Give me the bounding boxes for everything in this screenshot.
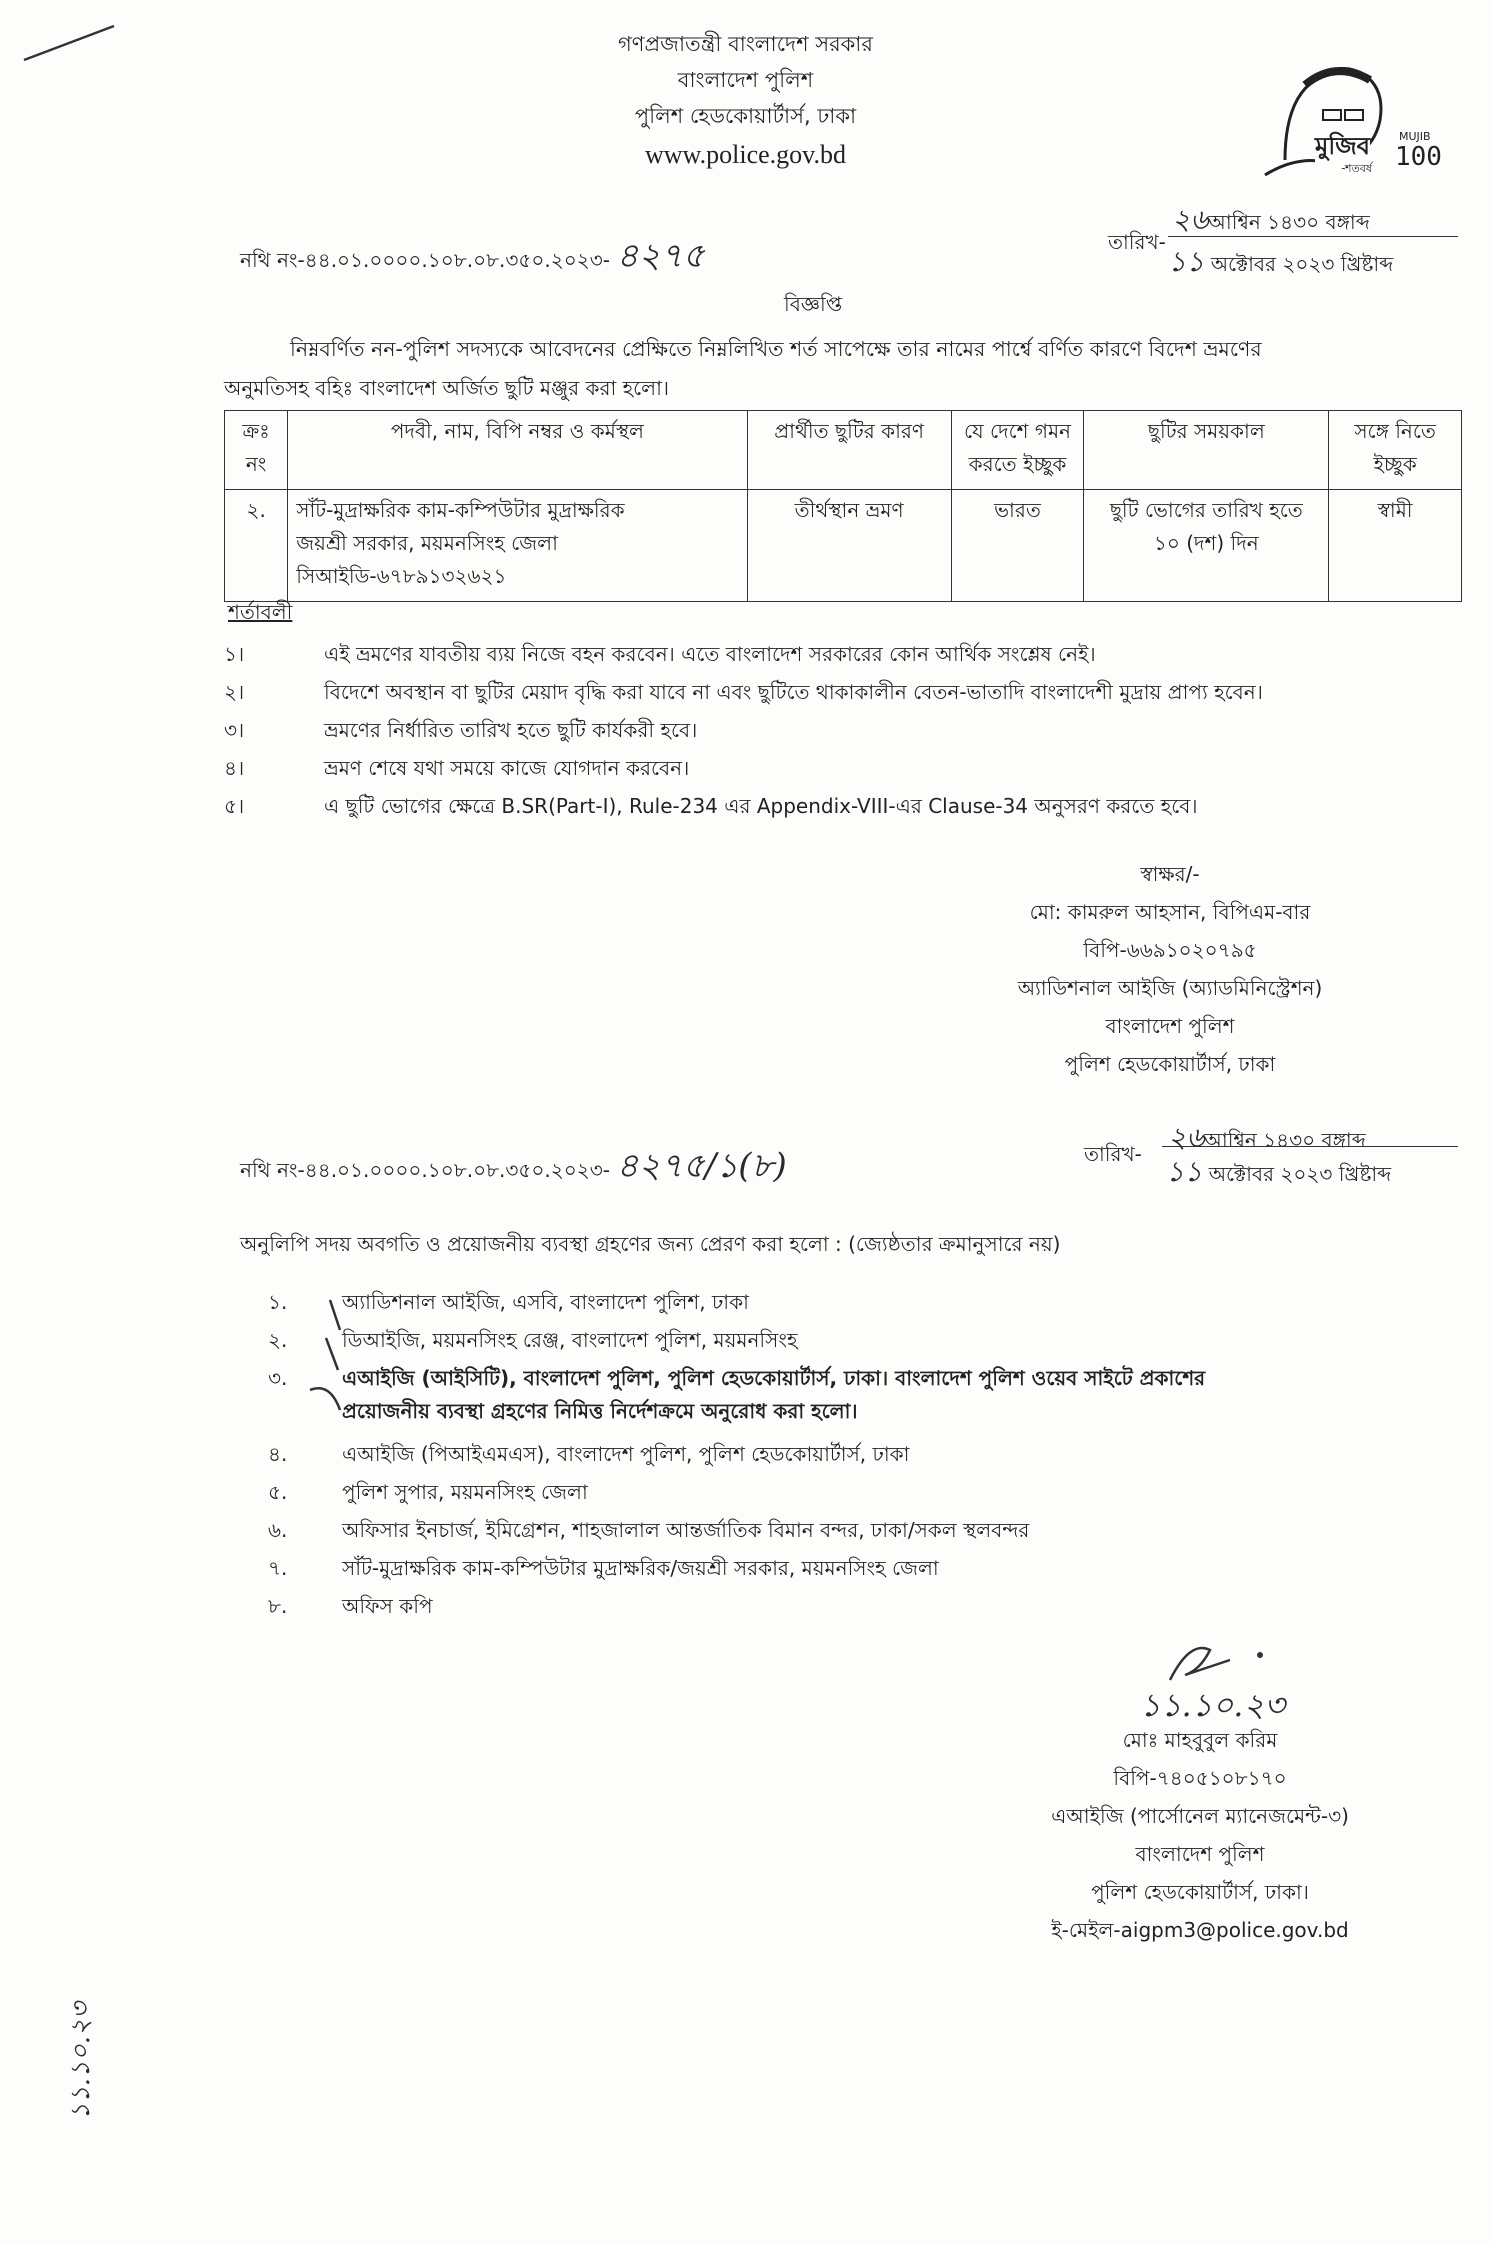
cell-name: সাঁট-মুদ্রাক্ষরিক কাম-কম্পিউটার মুদ্রাক্ষরিক জয়শ্রী সরকার, ময়মনসিংহ জেলা সিআইডি-৬৭৮৯১৩২৬২১ [288, 490, 747, 602]
office-title: পুলিশ হেডকোয়ার্টার্স, ঢাকা [634, 104, 857, 128]
cell-duration: ছুটি ভোগের তারিখ হতে ১০ (দশ) দিন [1084, 490, 1329, 602]
date-divider [1162, 1146, 1458, 1147]
col-header: ক্রঃ নং [225, 411, 288, 490]
copy-memo-date-label: তারিখ- [1084, 1142, 1142, 1166]
list-item: ৩। ভ্রমণের নির্ধারিত তারিখ হতে ছুটি কার্যকরী হবে। [224, 718, 698, 742]
memo-date-bangla: ২৬আশ্বিন ১৪৩০ বঙ্গাব্দ [1172, 203, 1370, 236]
handwritten-ticks [300, 1290, 380, 1430]
copy-memo-ref-handwritten: ৪২৭৫/১(৮) [616, 1146, 787, 1186]
cell-sl: ২. [225, 490, 288, 602]
list-item: ৭. সাঁট-মুদ্রাক্ষরিক কাম-কম্পিউটার মুদ্রাক্ষরিক/জয়শ্রী সরকার, ময়মনসিংহ জেলা [268, 1556, 939, 1580]
conditions-title: শর্তাবলী [228, 600, 293, 624]
col-header: যে দেশে গমন করতে ইচ্ছুক [951, 411, 1084, 490]
website: www.police.gov.bd [645, 140, 846, 169]
list-item: ২. ডিআইজি, ময়মনসিংহ রেঞ্জ, বাংলাদেশ পুলিশ, ময়মনসিংহ [268, 1328, 798, 1352]
col-header: ছুটির সময়কাল [1084, 411, 1329, 490]
list-item: ৩. এআইজি (আইসিটি), বাংলাদেশ পুলিশ, পুলিশ হেডকোয়ার্টার্স, ঢাকা। বাংলাদেশ পুলিশ ওয়েব সাইটে প্রকাশের প্রয়োজনীয় ব্যবস্থা গ্রহণের নিমিত্ত নির্দেশক্রমে অনুরোধ করা হলো। [268, 1366, 1206, 1423]
copy-memo-date-bangla: ২৬আশ্বিন ১৪৩০ বঙ্গাব্দ [1168, 1121, 1366, 1154]
notice-body-line1: নিম্নবর্ণিত নন-পুলিশ সদস্যকে আবেদনের প্রেক্ষিতে নিম্নলিখিত শর্ত সাপেক্ষে তার নামের পার্শ্বে বর্ণিত কারণে বিদেশ ভ্রমণের [290, 337, 1262, 361]
memo-date-english: ১১ অক্টোবর ২০২৩ খ্রিষ্টাব্দ [1168, 245, 1394, 278]
list-item: ৮. অফিস কপি [268, 1594, 433, 1618]
table-row [225, 490, 1462, 602]
copy-memo-date-english: ১১ অক্টোবর ২০২৩ খ্রিষ্টাব্দ [1166, 1155, 1392, 1188]
list-item: ৬. অফিসার ইনচার্জ, ইমিগ্রেশন, শাহজালাল আন্তর্জাতিক বিমান বন্দর, ঢাকা/সকল স্থলবন্দর [268, 1518, 1030, 1542]
copy-memo-ref: নথি নং-৪৪.০১.০০০০.১০৮.০৮.৩৫০.২০২৩- ৪২৭৫/১(৮) [240, 1146, 787, 1186]
list-item: ১. অ্যাডিশনাল আইজি, এসবি, বাংলাদেশ পুলিশ, ঢাকা [268, 1290, 749, 1314]
list-item: ১। এই ভ্রমণের যাবতীয় ব্যয় নিজে বহন করবেন। এতে বাংলাদেশ সরকারের কোন আর্থিক সংশ্লেষ নেই। [224, 642, 1096, 666]
notice-body-line2: অনুমতিসহ বহিঃ বাংলাদেশ অর্জিত ছুটি মঞ্জুর করা হলো। [224, 376, 670, 400]
cell-reason: তীর্থস্থান ভ্রমণ [747, 490, 951, 602]
org-title: বাংলাদেশ পুলিশ [677, 68, 814, 92]
list-item: ৫। এ ছুটি ভোগের ক্ষেত্রে B.SR(Part-I), Rule-234 এর Appendix-VIII-এর Clause-34 অনুসরণ করতে হবে। [224, 794, 1198, 818]
col-header: প্রার্থীত ছুটির কারণ [747, 411, 951, 490]
signature-date-handwritten: ১১.১০.২৩ [1140, 1686, 1286, 1724]
list-item: ২। বিদেশে অবস্থান বা ছুটির মেয়াদ বৃদ্ধি করা যাবে না এবং ছুটিতে থাকাকালীন বেতন-ভাতাদি বাংলাদেশী মুদ্রায় প্রাপ্য হবেন। [224, 680, 1263, 704]
memo-ref: নথি নং-৪৪.০১.০০০০.১০৮.০৮.৩৫০.২০২৩- ৪২৭৫ [240, 236, 705, 276]
date-divider [1168, 236, 1458, 237]
col-header: সঙ্গে নিতে ইচ্ছুক [1329, 411, 1462, 490]
signature-block-2: মোঃ মাহবুবুল করিম বিপি-৭৪০৫১০৮১৭০ এআইজি (পার্সোনেল ম্যানেজমেন্ট-৩) বাংলাদেশ পুলিশ পুলিশ হেডকোয়ার্টার্স, ঢাকা। ই-মেইল-aigpm3@police.gov.bd [1051, 1728, 1349, 1942]
table-header-row [225, 411, 1462, 490]
memo-date-label: তারিখ- [1108, 230, 1166, 254]
leave-table [224, 410, 1462, 602]
col-header: পদবী, নাম, বিপি নম্বর ও কর্মস্থল [288, 411, 747, 490]
list-item: ৪. এআইজি (পিআইএমএস), বাংলাদেশ পুলিশ, পুলিশ হেডকোয়ার্টার্স, ঢাকা [268, 1442, 910, 1466]
list-item: ৫. পুলিশ সুপার, ময়মনসিংহ জেলা [268, 1480, 588, 1504]
conditions-list [224, 640, 1464, 830]
govt-title: গণপ্রজাতন্ত্রী বাংলাদেশ সরকার [618, 32, 873, 56]
margin-note: ১১.১০.২৩ [66, 2002, 96, 2120]
cell-companion: স্বামী [1329, 490, 1462, 602]
cell-country: ভারত [951, 490, 1084, 602]
signature-block-1: স্বাক্ষর/- মো: কামরুল আহসান, বিপিএম-বার বিপি-৬৬৯১০২০৭৯৫ অ্যাডিশনাল আইজি (অ্যাডমিনিস্ট্রেশন) বাংলাদেশ পুলিশ পুলিশ হেডকোয়ার্টার্স, ঢাকা [1017, 862, 1323, 1076]
mujib-100-logo: মুজিব শতবর্ষ MUJIB 100 [1245, 40, 1435, 180]
list-item: ৪। ভ্রমণ শেষে যথা সময়ে কাজে যোগদান করবেন। [224, 756, 690, 780]
notice-title: বিজ্ঞপ্তি [784, 292, 843, 316]
copies-list [268, 1288, 1468, 1630]
memo-ref-handwritten: ৪২৭৫ [616, 236, 705, 276]
copies-intro: অনুলিপি সদয় অবগতি ও প্রয়োজনীয় ব্যবস্থা গ্রহণের জন্য প্রেরণ করা হলো : (জ্যেষ্ঠতার ক্রমানুসারে নয়) [240, 1232, 1061, 1256]
